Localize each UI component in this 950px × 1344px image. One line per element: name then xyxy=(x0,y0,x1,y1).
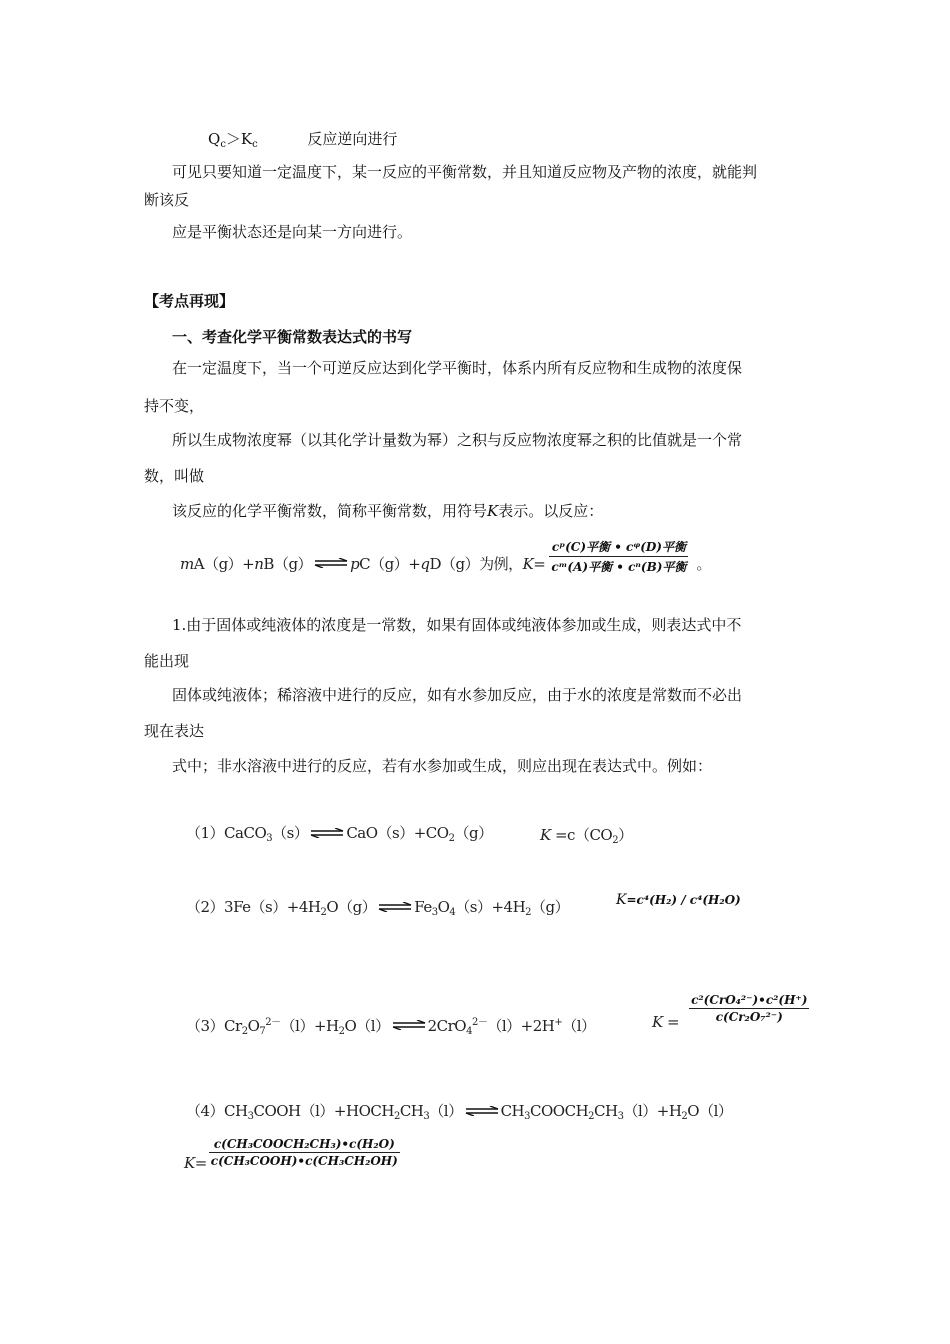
species-a: A（g）+ xyxy=(193,554,255,573)
e4-lhs4: （l） xyxy=(429,1102,463,1120)
section-heading: 【考点再现】 xyxy=(144,292,235,310)
e1-rhs-state: （g） xyxy=(454,824,493,842)
e3-rhs3: （l） xyxy=(562,1017,596,1035)
p3-line1 xyxy=(172,500,603,521)
e2-rhs-2: （s）+4H xyxy=(455,898,526,916)
para1-line3: 应是平衡状态还是向某一方向进行。 xyxy=(172,223,413,241)
e1-k: K xyxy=(540,826,551,844)
e1-expr: =c（CO xyxy=(550,826,613,844)
e3-sub2: 7 xyxy=(259,1026,266,1037)
e4-denominator: c(CH₃COOH)•c(CH₃CH₂OH) xyxy=(210,1153,398,1168)
gt-k-symbol: ＞K xyxy=(225,130,253,148)
e4-sub2: 2 xyxy=(393,1111,400,1122)
equilibrium-arrow-icon xyxy=(377,902,413,912)
qk-comparison xyxy=(208,128,397,150)
p2-line2: 数，叫做 xyxy=(144,467,205,485)
equilibrium-arrow-icon xyxy=(464,1106,500,1116)
e4-rhs4: （l）+H xyxy=(623,1102,682,1120)
note1-line5: 式中；非水溶液中进行的反应，若有水参加或生成，则应出现在表达式中。例如： xyxy=(172,757,713,775)
e4-rhs: CH xyxy=(500,1102,525,1120)
e1-lhs-sub: 3 xyxy=(266,833,273,844)
e1-lhs-state: （s） xyxy=(272,824,309,842)
period: 。 xyxy=(696,554,711,573)
qk-result: 反应逆向进行 xyxy=(307,130,398,148)
p1-line1: 在一定温度下，当一个可逆反应达到化学平衡时，体系内所有反应物和生成物的浓度保 xyxy=(172,359,743,377)
example-1-k xyxy=(540,824,633,846)
p1-line2: 持不变， xyxy=(144,397,205,415)
e2-k: K xyxy=(616,892,627,908)
e3-lhs3: O（l） xyxy=(344,1017,390,1035)
e3-mid1: O xyxy=(247,1017,260,1035)
e3-denominator: c(Cr₂O₇²⁻) xyxy=(689,1008,809,1024)
e3-lhs: （3）Cr xyxy=(186,1017,242,1035)
p3-text-b: 表示。以反应： xyxy=(498,502,604,520)
equilibrium-arrow-icon xyxy=(313,558,349,568)
e4-lhs2: COOH（l）+HOCH xyxy=(253,1102,394,1120)
k-symbol-general: K xyxy=(522,554,534,573)
e3-k-fraction xyxy=(689,993,809,1024)
k-subscript: c xyxy=(252,139,258,150)
e3-lhs2: （l）+H xyxy=(280,1017,339,1035)
k-symbol: K xyxy=(487,502,499,520)
e2-rhs-sub2: 4 xyxy=(449,907,456,918)
e2-rhs-sub1: 3 xyxy=(431,907,438,918)
section-subheading: 一、考查化学平衡常数表达式的书写 xyxy=(172,328,413,346)
e4-lhs3: CH xyxy=(399,1102,424,1120)
para1-line1: 可见只要知道一定温度下，某一反应的平衡常数，并且知道反应物及产物的浓度，就能判 xyxy=(172,163,758,181)
p2-line1: 所以生成物浓度幂（以其化学计量数为幂）之积与反应物浓度幂之积的比值就是一个常 xyxy=(172,431,743,449)
coef-m: m xyxy=(180,554,194,573)
example-3-k xyxy=(652,985,809,1031)
example-1 xyxy=(186,822,493,844)
general-numerator: cᵖ(C)平衡 • cᵠ(D)平衡 xyxy=(551,539,686,554)
e2-rhs: Fe xyxy=(414,898,432,916)
example-3 xyxy=(186,1013,596,1037)
species-c: C（g）+ xyxy=(359,554,421,573)
e3-sup3: + xyxy=(554,1017,563,1028)
equilibrium-arrow-icon xyxy=(391,1020,427,1030)
e3-rhs: 2CrO xyxy=(427,1017,467,1035)
note1-line2: 能出现 xyxy=(144,652,190,670)
e4-sub5: 2 xyxy=(588,1111,595,1122)
example-2 xyxy=(186,896,569,918)
e3-sub4: 4 xyxy=(466,1026,472,1037)
equals-sign: = xyxy=(533,554,546,573)
q-symbol: Q xyxy=(208,130,221,148)
general-k-fraction xyxy=(549,538,688,575)
e2-lhs: （2）3Fe（s）+4H xyxy=(186,898,321,916)
para1-line2: 断该反 xyxy=(144,191,190,209)
e2-rhs-mid: O xyxy=(437,898,450,916)
e4-k: K xyxy=(184,1154,195,1172)
e4-eq: = xyxy=(194,1154,207,1172)
general-denominator: cᵐ(A)平衡 • cⁿ(B)平衡 xyxy=(549,556,688,575)
equilibrium-arrow-icon xyxy=(309,828,345,838)
e1-lhs: （1）CaCO xyxy=(186,824,267,842)
q-subscript: c xyxy=(220,139,226,150)
e4-rhs5: O（l） xyxy=(687,1102,733,1120)
e1-rhs: CaO（s）+CO xyxy=(346,824,449,842)
e3-sup2: 2－ xyxy=(471,1017,488,1028)
e4-sub7: 2 xyxy=(681,1111,688,1122)
e2-rhs-state: （g） xyxy=(531,898,570,916)
e3-sub3: 2 xyxy=(338,1026,345,1037)
e3-eq: = xyxy=(667,1013,680,1031)
p3-text-a: 该反应的化学平衡常数，简称平衡常数，用符号 xyxy=(172,502,488,520)
e1-expr-end: ） xyxy=(618,826,633,844)
e4-sub6: 3 xyxy=(617,1111,624,1122)
e2-rhs-sub3: 2 xyxy=(525,907,532,918)
note1-line3: 固体或纯液体；稀溶液中进行的反应，如有水参加反应，由于水的浓度是常数而不必出 xyxy=(172,686,743,704)
species-d: D（g）为例， xyxy=(429,554,523,573)
e1-expr-sub: 2 xyxy=(612,835,619,846)
coef-q: q xyxy=(420,554,430,573)
e2-lhs-state: O（g） xyxy=(326,898,377,916)
e3-rhs2: （l）+2H xyxy=(487,1017,555,1035)
e3-k: K xyxy=(652,1013,663,1031)
e4-sub3: 3 xyxy=(423,1111,430,1122)
e3-sup1: 2－ xyxy=(265,1017,281,1028)
example-4 xyxy=(186,1100,732,1122)
example-2-k xyxy=(616,892,741,908)
general-equation xyxy=(180,538,711,588)
e1-rhs-sub: 2 xyxy=(448,833,455,844)
coef-p: p xyxy=(350,554,360,573)
coef-n: n xyxy=(254,554,264,573)
e4-sub1: 3 xyxy=(247,1111,254,1122)
e4-sub4: 3 xyxy=(524,1111,531,1122)
e4-k-fraction xyxy=(209,1137,400,1168)
e4-numerator: c(CH₃COOCH₂CH₃)•c(H₂O) xyxy=(213,1136,395,1151)
note1-line1: 1.由于固体或纯液体的浓度是一常数，如果有固体或纯液体参加或生成，则表达式中不 xyxy=(172,616,742,634)
example-4-k xyxy=(184,1132,400,1172)
e3-numerator: c²(CrO₄²⁻)•c²(H⁺) xyxy=(691,992,808,1007)
e4-lhs: （4）CH xyxy=(186,1102,248,1120)
e2-lhs-sub: 2 xyxy=(320,907,327,918)
e4-rhs3: CH xyxy=(594,1102,618,1120)
species-b: B（g） xyxy=(263,554,313,573)
e4-rhs2: COOCH xyxy=(530,1102,589,1120)
e2-expr: =c⁴(H₂) / c⁴(H₂O) xyxy=(626,893,741,907)
note1-line4: 现在表达 xyxy=(144,722,205,740)
e3-sub1: 2 xyxy=(241,1026,248,1037)
